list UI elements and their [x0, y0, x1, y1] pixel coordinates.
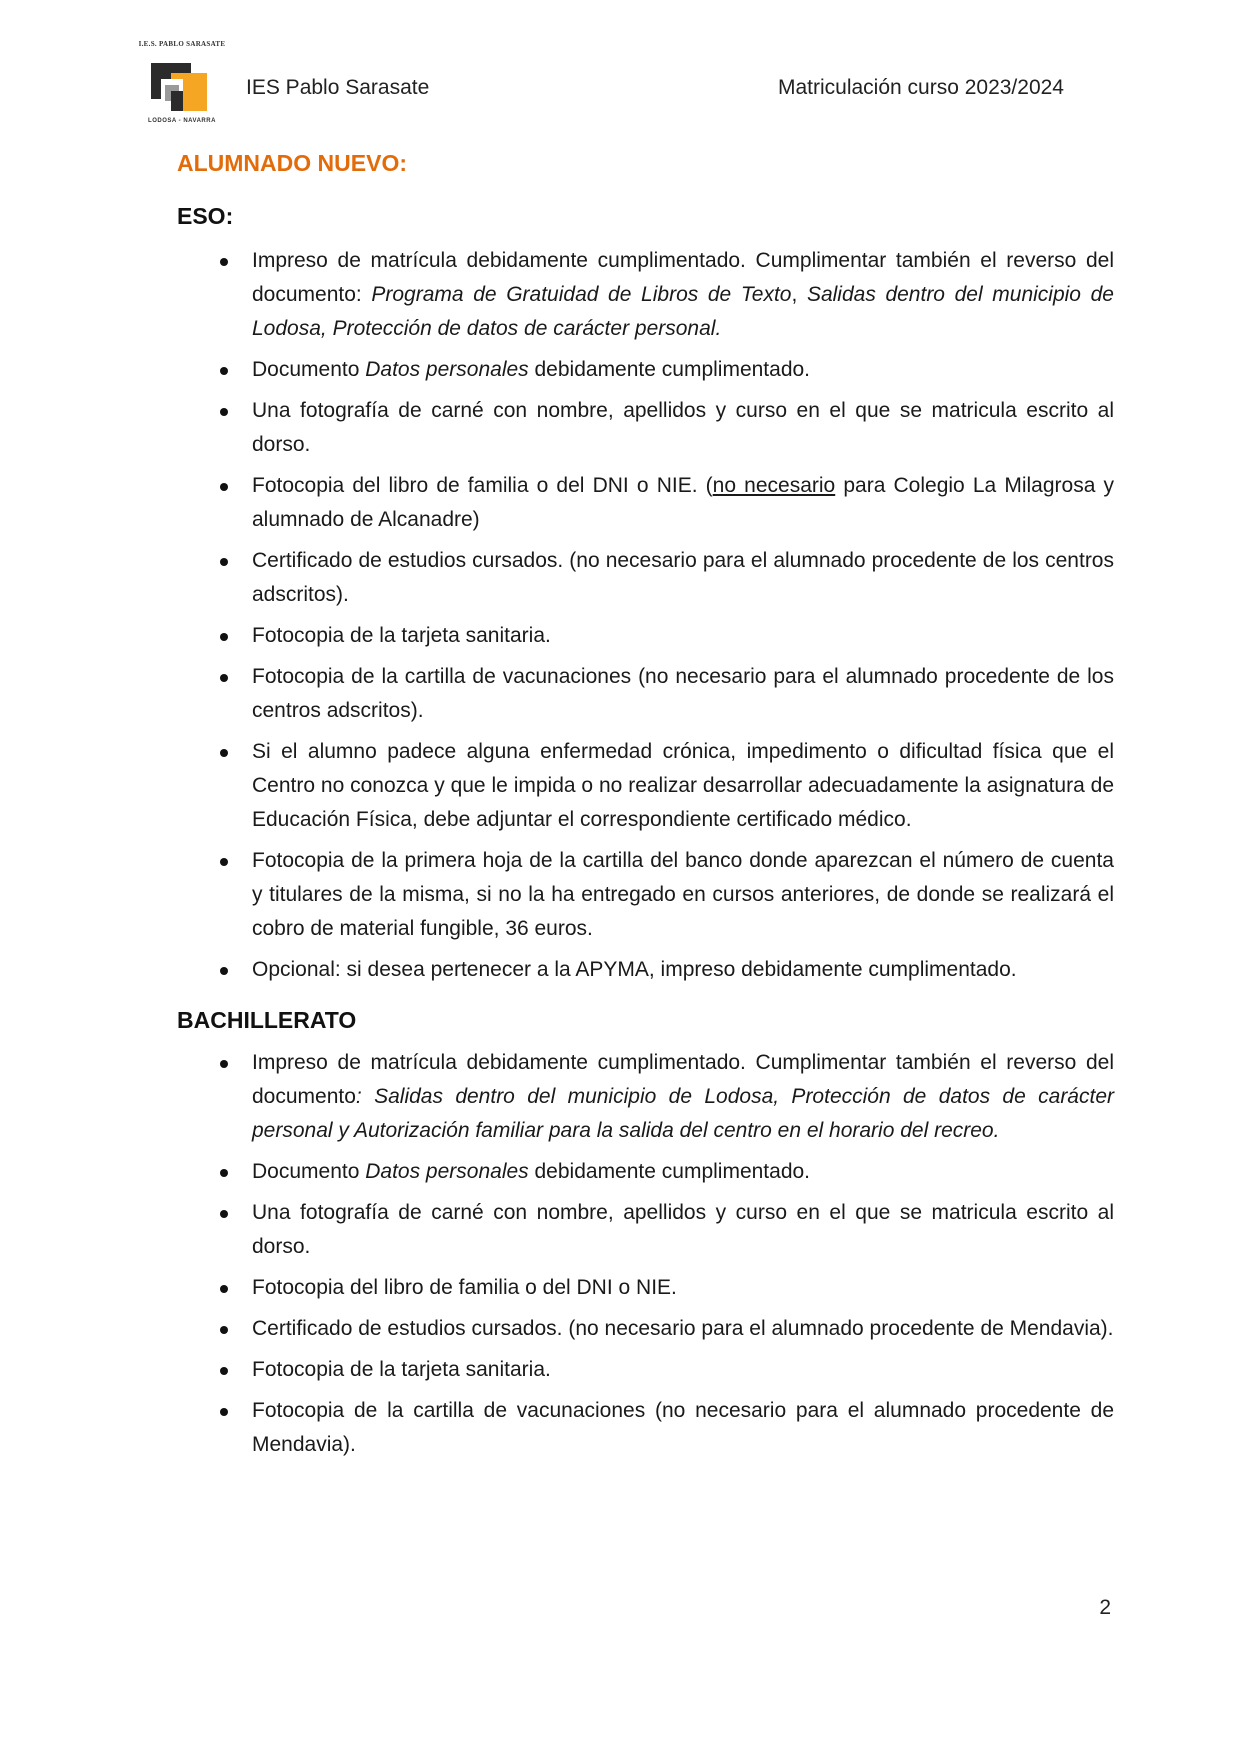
- main-title: ALUMNADO NUEVO:: [177, 150, 407, 176]
- bullet-icon: [220, 367, 228, 375]
- bullet-icon: [220, 408, 228, 416]
- list-item: Fotocopia de la tarjeta sanitaria.: [177, 619, 1114, 653]
- logo-graphic-icon: [147, 59, 209, 113]
- bullet-icon: [220, 483, 228, 491]
- bullet-icon: [220, 858, 228, 866]
- bullet-icon: [220, 633, 228, 641]
- list-item: Certificado de estudios cursados. (no necesario para el alumnado procedente de los centros adscritos).: [177, 544, 1114, 612]
- list-item: Impreso de matrícula debidamente cumplimentado. Cumplimentar también el reverso del documento: Programa de Gratuidad de Libros de Texto, Salidas dentro del municipio de Lodosa, Protección de datos de carácter personal.: [177, 244, 1114, 346]
- list-item: Fotocopia de la tarjeta sanitaria.: [177, 1353, 1114, 1387]
- document-content: [177, 150, 1114, 1469]
- list-item: Fotocopia del libro de familia o del DNI o NIE. (no necesario para Colegio La Milagrosa y alumnado de Alcanadre): [177, 469, 1114, 537]
- list-item: Fotocopia de la cartilla de vacunaciones (no necesario para el alumnado procedente de Mendavia).: [177, 1394, 1114, 1462]
- list-item: Impreso de matrícula debidamente cumplimentado. Cumplimentar también el reverso del documento: Salidas dentro del municipio de Lodosa, Protección de datos de carácter personal y Autorización familiar para la salida del centro en el horario del recreo.: [177, 1046, 1114, 1148]
- list-item: Fotocopia del libro de familia o del DNI o NIE.: [177, 1271, 1114, 1305]
- school-logo: [127, 40, 237, 128]
- header-course: Matriculación curso 2023/2024: [777, 76, 1064, 99]
- list-item: Documento Datos personales debidamente cumplimentado.: [177, 1155, 1114, 1189]
- bullet-icon: [220, 749, 228, 757]
- bullet-icon: [220, 1169, 228, 1177]
- bullet-icon: [220, 1285, 228, 1293]
- bullet-icon: [220, 1326, 228, 1334]
- eso-title: ESO:: [177, 203, 234, 229]
- logo-bottom-text: LODOSA - NAVARRA: [148, 118, 216, 124]
- bullet-icon: [220, 1367, 228, 1375]
- list-item: Si el alumno padece alguna enfermedad crónica, impedimento o dificultad física que el Centro no conozca y que le impida o no realizar desarrollar adecuadamente la asignatura de Educación Física, debe adjuntar el correspondiente certificado médico.: [177, 735, 1114, 837]
- page-number: 2: [1099, 1596, 1111, 1619]
- bullet-icon: [220, 558, 228, 566]
- list-item: Una fotografía de carné con nombre, apellidos y curso en el que se matricula escrito al dorso.: [177, 394, 1114, 462]
- header-school-name: IES Pablo Sarasate: [246, 76, 430, 99]
- list-item: Fotocopia de la primera hoja de la cartilla del banco donde aparezcan el número de cuenta y titulares de la misma, si no la ha entregado en cursos anteriores, de donde se realizará el cobro de material fungible, 36 euros.: [177, 844, 1114, 946]
- bachillerato-title: BACHILLERATO: [177, 1007, 357, 1033]
- bullet-icon: [220, 967, 228, 975]
- eso-requirements-list: [177, 244, 1114, 987]
- bullet-icon: [220, 258, 228, 266]
- list-item: Fotocopia de la cartilla de vacunaciones (no necesario para el alumnado procedente de los centros adscritos).: [177, 660, 1114, 728]
- bachillerato-requirements-list: [177, 1046, 1114, 1462]
- bullet-icon: [220, 1408, 228, 1416]
- bullet-icon: [220, 1060, 228, 1068]
- list-item: Opcional: si desea pertenecer a la APYMA, impreso debidamente cumplimentado.: [177, 953, 1114, 987]
- bullet-icon: [220, 674, 228, 682]
- list-item: Documento Datos personales debidamente cumplimentado.: [177, 353, 1114, 387]
- bullet-icon: [220, 1210, 228, 1218]
- list-item: Certificado de estudios cursados. (no necesario para el alumnado procedente de Mendavia).: [177, 1312, 1114, 1346]
- list-item: Una fotografía de carné con nombre, apellidos y curso en el que se matricula escrito al dorso.: [177, 1196, 1114, 1264]
- logo-top-text: I.E.S. PABLO SARASATE: [138, 40, 226, 48]
